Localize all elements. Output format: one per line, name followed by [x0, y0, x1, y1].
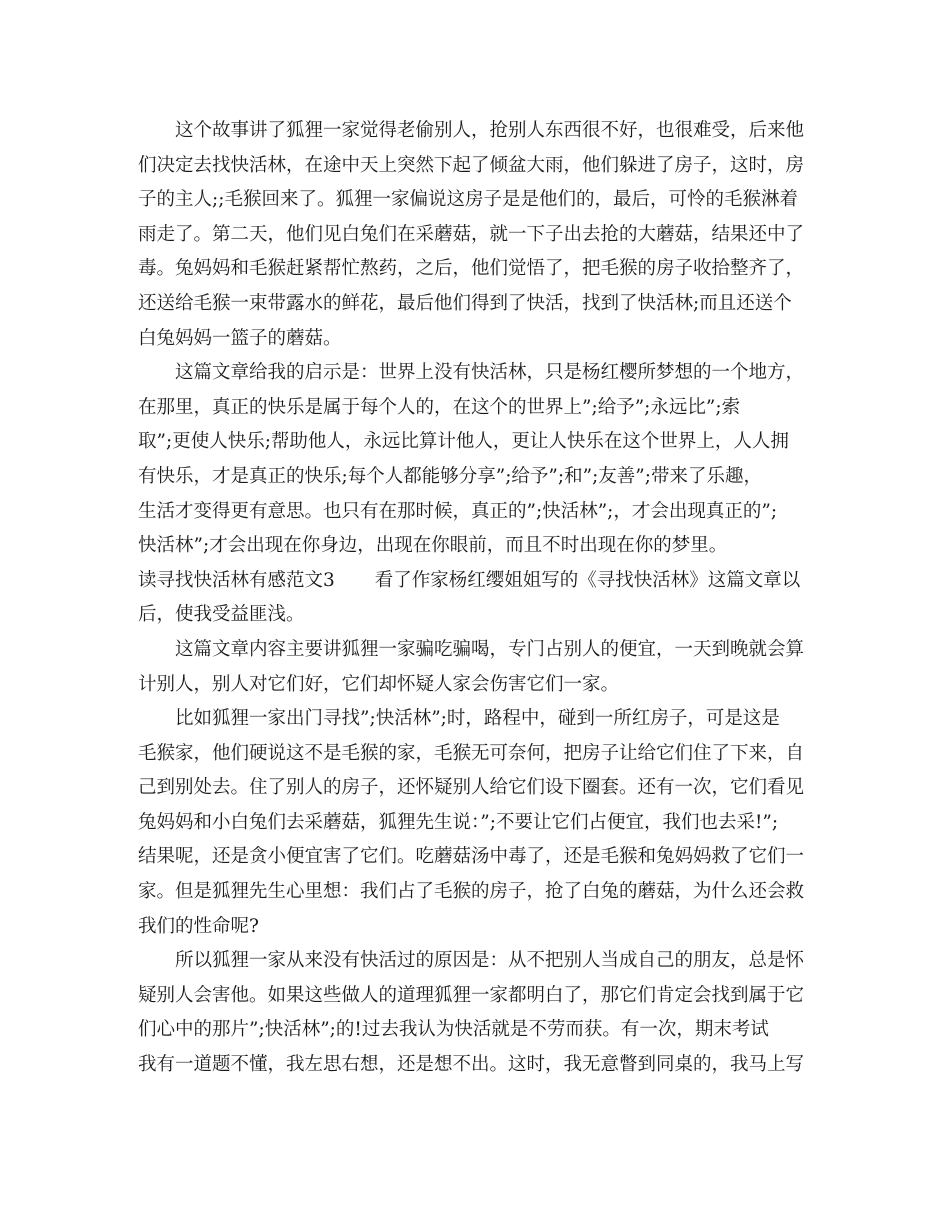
text-line-content: 兔妈妈和小白兔们去采蘑菇，狐狸先生说：”;不要让它们占便宜，我们也去采!”;: [138, 811, 779, 833]
text-line: [138, 875, 822, 910]
text-line-content: 雨走了。第二天，他们见白兔们在采蘑菇，就一下子出去抢的大蘑菇，结果还中了: [138, 223, 805, 245]
text-line-content: 我们的性命呢?: [138, 915, 259, 937]
text-line-content: 疑别人会害他。如果这些做人的道理狐狸一家都明白了，那它们肯定会找到属于它: [138, 984, 805, 1006]
text-line: [138, 806, 822, 841]
text-line: [138, 391, 822, 426]
text-line: [138, 944, 822, 979]
text-line-content: 毒。兔妈妈和毛猴赶紧帮忙熬药，之后，他们觉悟了，把毛猴的房子收拾整齐了，: [138, 258, 805, 280]
text-line: [138, 495, 822, 530]
document-body: [138, 114, 822, 1083]
text-line-content: 们决定去找快活林，在途中天上突然下起了倾盆大雨，他们躲进了房子，这时，房: [138, 154, 805, 176]
text-line-content: 己到别处去。住了别人的房子，还怀疑别人给它们设下圈套。还有一次，它们看见: [138, 777, 805, 799]
text-line: [138, 460, 822, 495]
text-line-content: 结果呢，还是贪小便宜害了它们。吃蘑菇汤中毒了，还是毛猴和兔妈妈救了它们一: [138, 846, 805, 868]
text-line-content: 读寻找快活林有感范文3: [138, 569, 335, 591]
text-line: [138, 252, 822, 287]
text-line: [138, 598, 822, 633]
text-line: [138, 771, 822, 806]
text-line-content: 还送给毛猴一束带露水的鲜花，最后他们得到了快活，找到了快活林;而且还送个: [138, 292, 792, 314]
text-line: [138, 183, 822, 218]
text-line: [138, 668, 822, 703]
text-line-content: 有快乐，才是真正的快乐;每个人都能够分享”;给予”;和”;友善”;带来了乐趣，: [138, 465, 762, 487]
text-line: [138, 702, 822, 737]
text-line: [138, 1013, 822, 1048]
text-line: [138, 356, 822, 391]
text-line-content: 取”;更使人快乐;帮助他人，永远比算计他人，更让人快乐在这个世界上，人人拥: [138, 431, 789, 453]
text-line: [138, 840, 822, 875]
text-line: [138, 287, 822, 322]
text-line-continuation: 看了作家杨红缨姐姐写的《寻找快活林》这篇文章以: [374, 569, 801, 591]
text-line-content: 这篇文章内容主要讲狐狸一家骗吃骗喝，专门占别人的便宜，一天到晚就会算: [175, 638, 805, 660]
text-line-content: 毛猴家，他们硬说这不是毛猴的家，毛猴无可奈何，把房子让给它们住了下来，自: [138, 742, 805, 764]
text-line-content: 这个故事讲了狐狸一家觉得老偷别人，抢别人东西很不好，也很难受，后来他: [175, 120, 805, 141]
text-line: [138, 910, 822, 945]
text-line: [138, 1048, 822, 1083]
text-line: [138, 425, 822, 460]
text-line-content: 子的主人;;毛猴回来了。狐狸一家偏说这房子是是他们的，最后，可怜的毛猴淋着: [138, 189, 798, 211]
text-line: [138, 564, 822, 599]
text-line-content: 在那里，真正的快乐是属于每个人的，在这个的世界上”;给予”;永远比”;索: [138, 396, 741, 418]
text-line-content: 我有一道题不懂，我左思右想，还是想不出。这时，我无意瞥到同桌的，我马上写: [138, 1054, 805, 1076]
text-line: [138, 322, 822, 357]
text-line: [138, 114, 822, 149]
text-line-content: 这篇文章给我的启示是：世界上没有快活林，只是杨红樱所梦想的一个地方，: [175, 362, 805, 384]
text-line-content: 生活才变得更有意思。也只有在那时候，真正的”;快活林”;，才会出现真正的”;: [138, 500, 778, 522]
text-line-content: 计别人，别人对它们好，它们却怀疑人家会伤害它们一家。: [138, 673, 620, 695]
text-line-content: 白兔妈妈一篮子的蘑菇。: [138, 327, 342, 349]
text-line-content: 后，使我受益匪浅。: [138, 604, 305, 626]
text-line-content: 家。但是狐狸先生心里想：我们占了毛猴的房子，抢了白兔的蘑菇，为什么还会救: [138, 881, 805, 903]
text-line: [138, 149, 822, 184]
text-line-content: 们心中的那片”;快活林”;的!过去我认为快活就是不劳而获。有一次，期末考试: [138, 1019, 769, 1041]
text-line-content: 所以狐狸一家从来没有快活过的原因是：从不把别人当成自己的朋友，总是怀: [175, 950, 805, 972]
text-line: [138, 979, 822, 1014]
text-line-content: 比如狐狸一家出门寻找”;快活林”;时，路程中，碰到一所红房子，可是这是: [175, 708, 780, 730]
text-line: [138, 737, 822, 772]
text-line: [138, 218, 822, 253]
text-line: [138, 633, 822, 668]
text-line: [138, 529, 822, 564]
text-line-content: 快活林”;才会出现在你身边，出现在你眼前，而且不时出现在你的梦里。: [138, 535, 728, 557]
